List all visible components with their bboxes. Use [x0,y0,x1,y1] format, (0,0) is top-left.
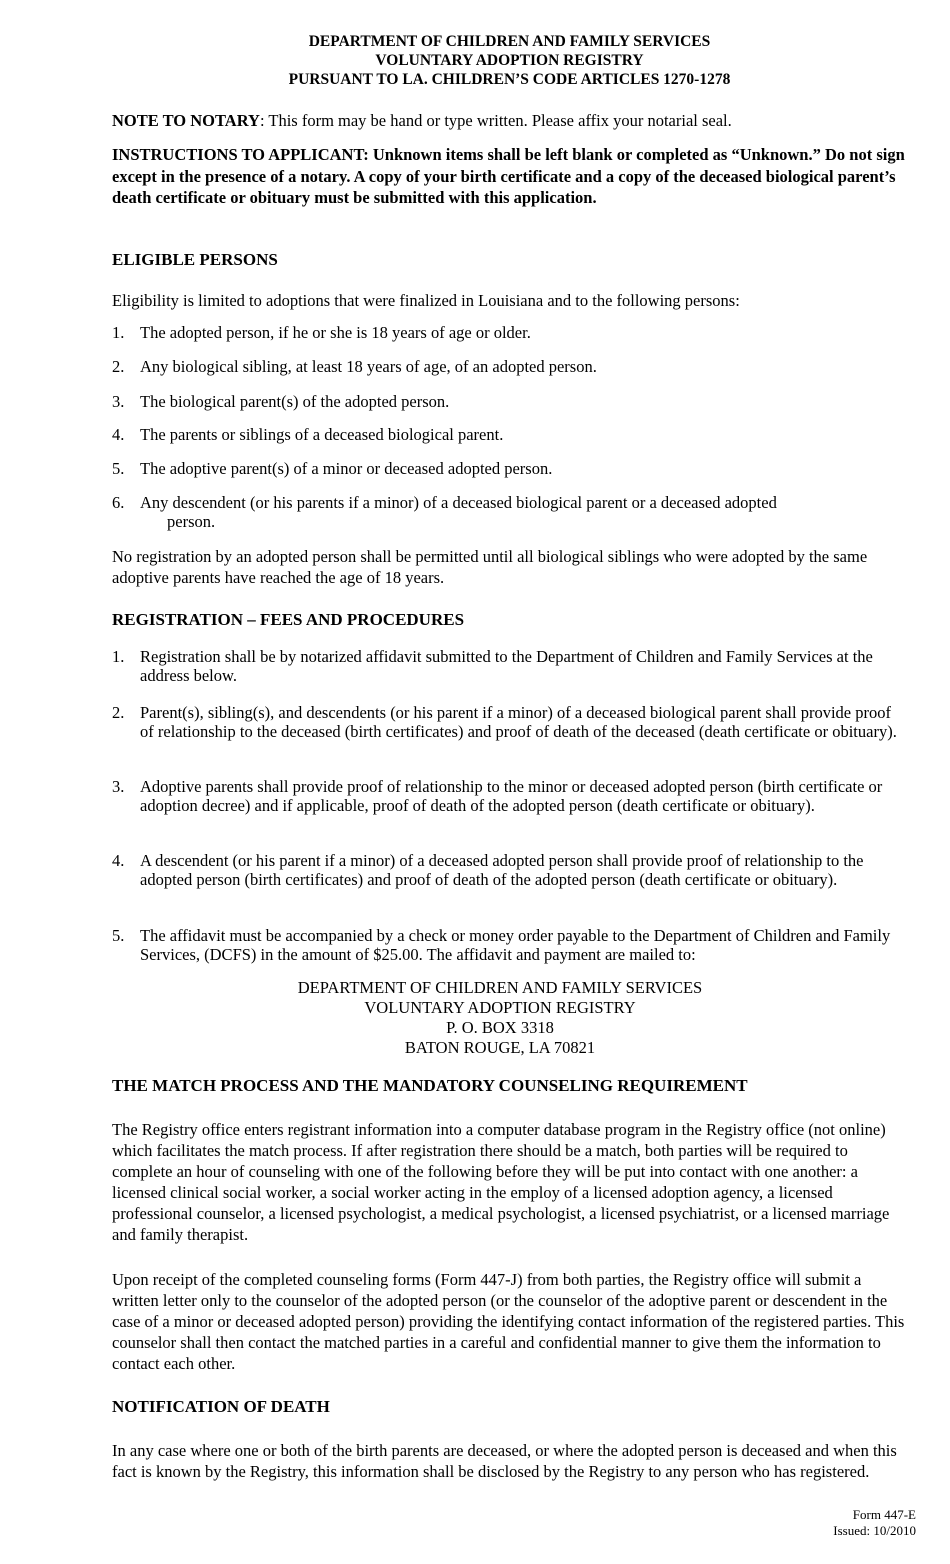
eligible-persons-heading: ELIGIBLE PERSONS [112,250,278,269]
list-text: The adopted person, if he or she is 18 years of age or older. [140,323,531,342]
list-text: The biological parent(s) of the adopted person. [140,392,450,411]
registration-item [112,648,907,685]
note-label: NOTE TO NOTARY [112,111,260,130]
mailing-address [112,978,888,1058]
match-process-paragraph-1: The Registry office enters registrant information into a computer database program in the Registry office (not online) which facilitates the match process. If after registration there should be a match, both parties will be required to complete an hour of counseling with one of the following before they will be put into contact with one another: a licensed clinical social worker, a social worker acting in the employ of a licensed adoption agency, a licensed professional counselor, a licensed psychologist, a medical psychologist, a licensed psychiatrist, or a licensed marriage and family therapist. [112,1120,890,1244]
eligible-item [112,393,907,412]
address-department: DEPARTMENT OF CHILDREN AND FAMILY SERVICES [297,978,703,997]
address-po-box: P. O. BOX 3318 [446,1018,554,1037]
list-number: 3. [112,392,125,411]
form-issued-date: Issued: 10/2010 [833,1523,916,1538]
list-text-continued: person. [167,511,216,531]
registration-item [112,852,907,889]
notification-of-death-paragraph: In any case where one or both of the birth parents are deceased, or where the adopted person is deceased and when this fact is known by the Registry, this information shall be disclosed by the Registry to any person who has registered. [112,1441,897,1481]
list-number: 4. [112,851,125,870]
list-number: 2. [112,357,125,376]
note-text: : This form may be hand or type written. Please affix your notarial seal. [259,111,732,130]
eligible-item [112,426,907,445]
match-process-heading: THE MATCH PROCESS AND THE MANDATORY COUNSELING REQUIREMENT [112,1076,748,1095]
list-text: The adoptive parent(s) of a minor or deceased adopted person. [140,459,553,478]
list-number: 4. [112,425,125,444]
list-number: 2. [112,703,125,722]
registration-heading: REGISTRATION – FEES AND PROCEDURES [112,610,465,629]
list-number: 1. [112,647,125,666]
list-text: Registration shall be by notarized affidavit submitted to the Department of Children and Family Services at the address below. [140,647,873,685]
notification-of-death-heading: NOTIFICATION OF DEATH [112,1397,330,1416]
eligible-intro: Eligibility is limited to adoptions that were finalized in Louisiana and to the following persons: [112,291,740,310]
form-footer [833,1507,916,1539]
eligible-item [112,494,907,531]
list-text: Any biological sibling, at least 18 years of age, of an adopted person. [140,357,597,376]
list-text: Parent(s), sibling(s), and descendents (or his parent if a minor) of a deceased biological parent shall provide proof of relationship to the deceased (birth certificates) and proof of death of the deceased (death certificate or obituary). [140,703,897,741]
registration-item [112,927,907,964]
list-number: 1. [112,323,125,342]
eligible-item [112,324,907,343]
list-text: Adoptive parents shall provide proof of relationship to the minor or deceased adopted person (birth certificate or adoption decree) and if applicable, proof of death of the adopted person (death certificate or obituary). [140,777,883,815]
list-number: 6. [112,493,125,512]
list-number: 5. [112,926,125,945]
note-to-notary [112,111,907,131]
list-text: The affidavit must be accompanied by a check or money order payable to the Department of Children and Family Services, (DCFS) in the amount of $25.00. The affidavit and payment are mailed to: [140,926,891,964]
registration-item [112,704,907,741]
document-header [112,32,907,89]
header-department: DEPARTMENT OF CHILDREN AND FAMILY SERVICES [308,33,711,50]
form-number: Form 447-E [852,1507,916,1522]
header-registry: VOLUNTARY ADOPTION REGISTRY [375,52,644,69]
list-text: Any descendent (or his parents if a minor) of a deceased biological parent or a deceased adopted [140,493,777,512]
list-number: 5. [112,459,125,478]
list-number: 3. [112,777,125,796]
eligible-item [112,460,907,479]
address-registry: VOLUNTARY ADOPTION REGISTRY [364,998,636,1017]
header-code-articles: PURSUANT TO LA. CHILDREN’S CODE ARTICLES 1270-1278 [288,71,731,88]
list-text: A descendent (or his parent if a minor) of a deceased adopted person shall provide proof of relationship to the adopted person (birth certificates) and proof of death of the adopted person (death certificate or obituary). [140,851,864,889]
address-city: BATON ROUGE, LA 70821 [404,1038,596,1057]
eligible-item [112,358,907,377]
instructions-to-applicant: INSTRUCTIONS TO APPLICANT: Unknown items shall be left blank or completed as “Unknown.” Do not sign except in the presence of a notary. A copy of your birth certificate and a copy of the deceased biological parent’s death certificate or obituary must be submitted with this application. [112,145,905,207]
list-text: The parents or siblings of a deceased biological parent. [140,425,504,444]
registration-item [112,778,907,815]
eligible-closing: No registration by an adopted person shall be permitted until all biological siblings who were adopted by the same adoptive parents have reached the age of 18 years. [112,547,868,587]
match-process-paragraph-2: Upon receipt of the completed counseling forms (Form 447-J) from both parties, the Registry office will submit a written letter only to the counselor of the adopted person (or the counselor of the adoptive parent or descendent in the case of a minor or deceased adopted person) providing the identifying contact information of the registered parties. This counselor shall then contact the matched parties in a careful and confidential manner to give them the information to contact each other. [112,1270,905,1373]
